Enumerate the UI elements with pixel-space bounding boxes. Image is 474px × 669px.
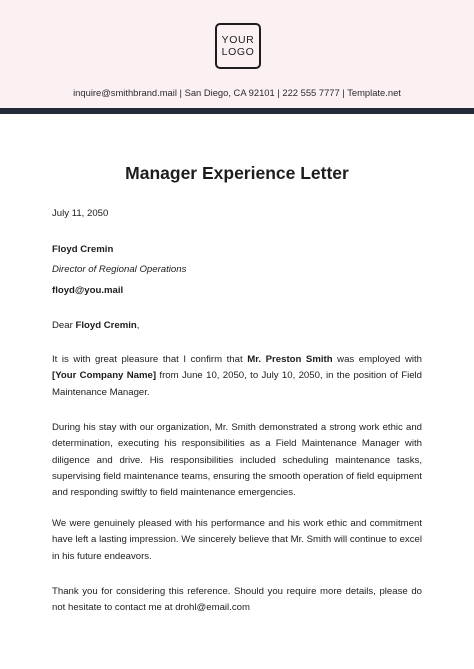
company-name-placeholder: [Your Company Name] (52, 370, 157, 382)
logo-text-line2: LOGO (221, 46, 255, 58)
paragraph-employment (52, 352, 422, 401)
letterhead (0, 0, 474, 110)
salutation (52, 320, 139, 331)
letter-title: Manager Experience Letter (125, 163, 349, 183)
p1-text-c: from June 10, 2050, to July 10, 2050, in the position of Field Maintenance Manager. (52, 370, 423, 398)
recipient-email: floyd@you.mail (52, 285, 124, 296)
recipient-name: Floyd Cremin (52, 244, 114, 255)
paragraph-closing: Thank you for considering this reference. Should you require more details, please do not hesitate to contact me at drohl@email.com (52, 586, 422, 614)
salutation-name: Floyd Cremin (75, 320, 137, 331)
salutation-prefix: Dear (52, 320, 76, 331)
p1-text-b: was employed with (332, 354, 423, 365)
company-logo (215, 23, 261, 69)
employee-name: Mr. Preston Smith (247, 354, 333, 365)
salutation-suffix: , (136, 320, 140, 331)
letter-date: July 11, 2050 (52, 208, 109, 219)
p1-text-a: It is with great pleasure that I confirm that (52, 354, 248, 365)
logo-text-line1: YOUR (221, 34, 255, 46)
paragraph-performance: We were genuinely pleased with his performance and his work ethic and commitment have left a lasting impression. We sincerely believe that Mr. Smith will continue to excel in his future endeavors. (52, 518, 422, 562)
recipient-title: Director of Regional Operations (52, 264, 187, 275)
paragraph-responsibilities: During his stay with our organization, Mr. Smith demonstrated a strong work ethic and determination, executing his responsibilities as a Field Maintenance Manager with diligence and drive. His responsibilities included scheduling maintenance tasks, supervising field maintenance teams, ensuring the smooth operation of field equipment and responding swiftly to field maintenance emergencies. (52, 422, 422, 499)
contact-info: inquire@smithbrand.mail | San Diego, CA 92101 | 222 555 7777 | Template.net (73, 87, 401, 98)
header-divider-band (0, 108, 474, 114)
